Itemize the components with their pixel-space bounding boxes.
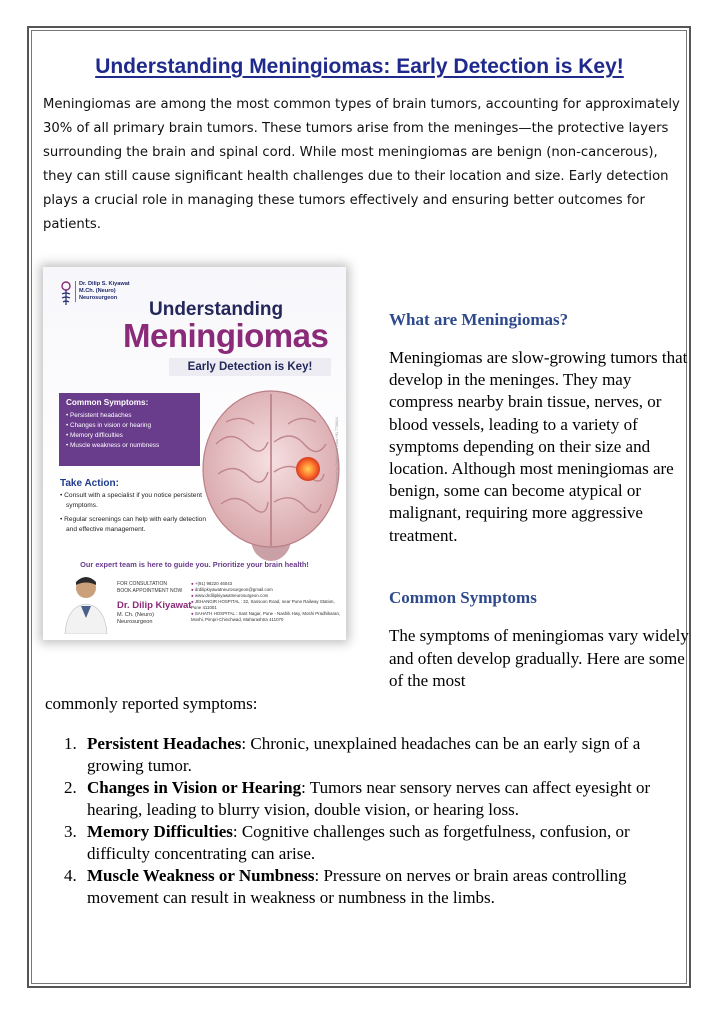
brain-illustration-icon [196, 374, 346, 564]
list-item: • Regular screenings can help with early detection and effective management. [60, 515, 210, 534]
intro-paragraph: Meningiomas are among the most common types of brain tumors, accounting for approximately 30% of all primary brain tumors. These tumors arise from the meninges—the protective layers surrounding the brain and spinal cord. While most meningiomas are benign (non-cancerous), they can still cause significant health challenges due to their location and size. Early detection plays a crucial role in managing these tumors effectively and ensuring better outcomes for patients. [43, 97, 680, 232]
poster-consult [117, 581, 182, 594]
symptoms-list [64, 733, 676, 909]
contact-item: ● drdilipkiyawatneurosurgeon@gmail.com [191, 587, 341, 593]
list-item [64, 733, 676, 777]
list-item: • Changes in vision or hearing [66, 421, 193, 431]
list-item [64, 777, 676, 821]
degree-line: M. Ch. (Neuro) [117, 612, 154, 618]
contact-item: ● +(91) 98220 46043 [191, 581, 341, 587]
poster-understanding: Understanding [149, 299, 284, 320]
list-item: • Memory difficulties [66, 431, 193, 441]
logo-text [75, 281, 130, 302]
meningioma-poster [43, 267, 346, 640]
list-item [64, 865, 676, 909]
list-item: • Muscle weakness or numbness [66, 441, 193, 451]
poster-team-line: Our expert team is here to guide you. Prioritize your brain health! [80, 560, 309, 569]
consult-line: FOR CONSULTATION [117, 581, 167, 587]
poster-early-detection: Early Detection is Key! [169, 358, 331, 376]
logo-line: Neurosurgeon [79, 295, 118, 301]
symptom-term: Muscle Weakness or Numbness [87, 866, 315, 885]
symptoms-paragraph: The symptoms of meningiomas vary widely and often develop gradually. Here are some of the most [389, 626, 689, 690]
document-title: Understanding Meningiomas: Early Detection is Key! [95, 55, 624, 78]
poster-meningiomas: Meningiomas [123, 317, 329, 354]
symptom-term: Memory Difficulties [87, 822, 233, 841]
symptom-term: Changes in Vision or Hearing [87, 778, 302, 797]
neuro-logo-icon [59, 281, 73, 307]
consult-line: BOOK APPOINTMENT NOW [117, 587, 183, 594]
logo-line: M.Ch. (Neuro) [79, 288, 116, 294]
poster-contacts [191, 581, 341, 623]
poster-symptoms-title: Common Symptoms: [66, 398, 149, 407]
poster-symptoms-box [59, 393, 200, 466]
symptom-desc: : Pressure on nerves or brain areas controlling movement can result in weakness or numbness in the limbs. [87, 866, 627, 907]
symptom-desc: : Cognitive challenges such as forgetfulness, confusion, or difficulty concentrating can arise. [87, 822, 630, 863]
contact-item: ● SAHATH HOSPITAL : Sant Nagar, Pune - Nashik Hwy, Moshi Pradhikaran, Moshi, Pimpri-Chinchwad, Maharashtra 411070 [191, 611, 341, 623]
list-number: 2. [64, 778, 77, 797]
symptoms-paragraph-continued: commonly reported symptoms: [45, 694, 258, 713]
list-item: • Persistent headaches [66, 411, 193, 421]
list-number: 3. [64, 822, 77, 841]
list-item [64, 821, 676, 865]
what-paragraph: Meningiomas are slow-growing tumors that develop in the meninges. They may compress nearby brain tissue, nerves, or blood vessels, leading to a variety of symptoms depending on their size and location. Although most meningiomas are benign, some can become atypical or malignant, requiring more aggressive treatment. [389, 348, 688, 545]
doctor-photo-icon [61, 572, 111, 634]
symptom-desc: : Chronic, unexplained headaches can be an early sign of a growing tumor. [87, 734, 641, 775]
title-line: Neurosurgeon [117, 619, 153, 625]
list-number: 4. [64, 866, 77, 885]
logo-line: Dr. Dilip S. Kiyawat [79, 281, 130, 287]
symptom-term: Persistent Headaches [87, 734, 242, 753]
heading-common-symptoms: Common Symptoms [389, 588, 537, 607]
poster-doctor-degree [117, 612, 154, 626]
list-number: 1. [64, 734, 77, 753]
poster-action-title: Take Action: [60, 478, 119, 489]
poster-doctor-name: Dr. Dilip Kiyawat [117, 600, 192, 611]
contact-item: ● www.drdilipkiyawatneurosurgeon.com [191, 593, 341, 599]
heading-what-are-meningiomas: What are Meningiomas? [389, 310, 569, 329]
contact-item: ● JEHANGIR HOSPITAL : 32, Sassoon Road, near Pune Railway Station, Pune 411001 [191, 599, 341, 611]
poster-action-list [60, 491, 210, 539]
list-item: • Consult with a specialist if you notice persistent symptoms. [60, 491, 210, 510]
poster-symptoms-list [66, 411, 193, 451]
poster-side-credit: Designed by Digital Kids India +91 7738624 [335, 417, 339, 487]
symptom-desc: : Tumors near sensory nerves can affect eyesight or hearing, leading to blurry vision, double vision, or hearing loss. [87, 778, 651, 819]
